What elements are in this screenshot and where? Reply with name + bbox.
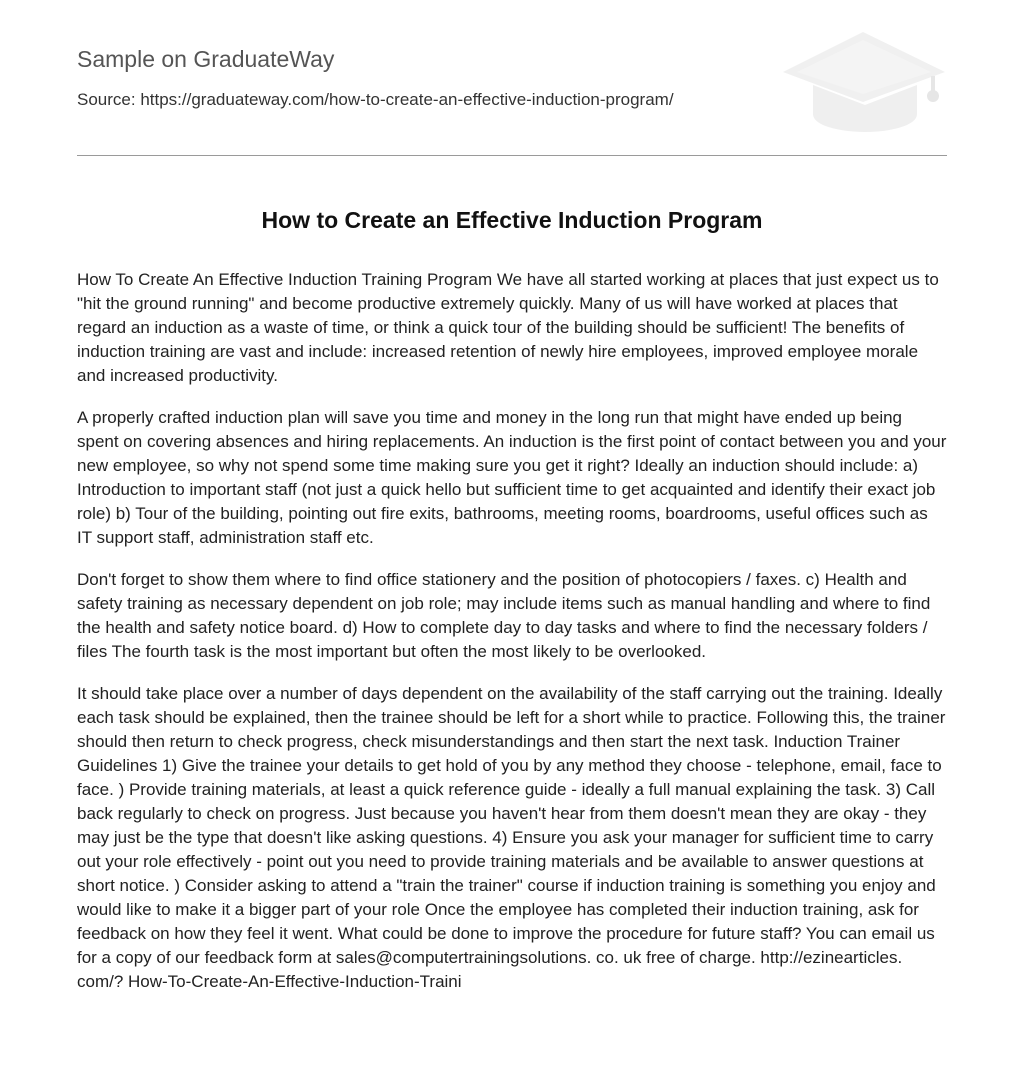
source-line [77, 89, 674, 111]
source-label: Source: [77, 90, 141, 109]
source-link[interactable]: https://graduateway.com/how-to-create-an-effective-induction-program/ [140, 90, 674, 109]
header-divider [77, 155, 947, 156]
article-paragraph: How To Create An Effective Induction Training Program We have all started working at places that just expect us to "hit the ground running" and become productive extremely quickly. Many of us will have worked at places that regard an induction as a waste of time, or think a quick tour of the building should be sufficient! The benefits of induction training are vast and include: increased retention of newly hire employees, improved employee morale and increased productivity. [77, 270, 939, 385]
page-header [77, 0, 947, 156]
article-paragraph: Don't forget to show them where to find office stationery and the position of photocopiers / faxes. c) Health and safety training as necessary dependent on job role; may include items such as manual handling and where to find the health and safety notice board. d) How to complete day to day tasks and where to find the necessary folders / files The fourth task is the most important but often the most likely to be overlooked. [77, 570, 931, 661]
document-title: How to Create an Effective Induction Program [261, 207, 763, 233]
article-body [77, 268, 947, 1012]
graduation-cap-icon [781, 30, 947, 134]
article-paragraph: A properly crafted induction plan will save you time and money in the long run that might have ended up being spent on covering absences and hiring replacements. An induction is the first point of contact between you and your new employee, so why not spend some time making sure you get it right? Ideally an induction should include: a) Introduction to important staff (not just a quick hello but sufficient time to get acquainted and identify their exact job role) b) Tour of the building, pointing out fire exits, bathrooms, meeting rooms, boardrooms, useful offices such as IT support staff, administration staff etc. [77, 408, 947, 547]
article-paragraph: It should take place over a number of days dependent on the availability of the staff carrying out the training. Ideally each task should be explained, then the trainee should be left for a short while to practice. Following this, the trainer should then return to check progress, check misunderstandings and then start the next task. Induction Trainer Guidelines 1) Give the trainee your details to get hold of you by any method they choose - telephone, email, face to face. ) Provide training materials, at least a quick reference guide - ideally a full manual explaining the task. 3) Call back regularly to check on progress. Just because you haven't hear from them doesn't mean they are okay - they may just be the type that doesn't like asking questions. 4) Ensure you ask your manager for sufficient time to carry out your role effectively - point out you need to provide training materials and be available to answer questions at short notice. ) Consider asking to attend a "train the trainer" course if induction training is something you enjoy and would like to make it a bigger part of your role Once the employee has completed their induction training, ask for feedback on how they feel it went. What could be done to improve the procedure for future staff? You can email us for a copy of our feedback form at sales@computertrainingsolutions. co. uk free of charge. http://ezinearticles. com/? How-To-Create-An-Effective-Induction-Traini [77, 684, 946, 991]
site-title: Sample on GraduateWay [77, 46, 335, 72]
